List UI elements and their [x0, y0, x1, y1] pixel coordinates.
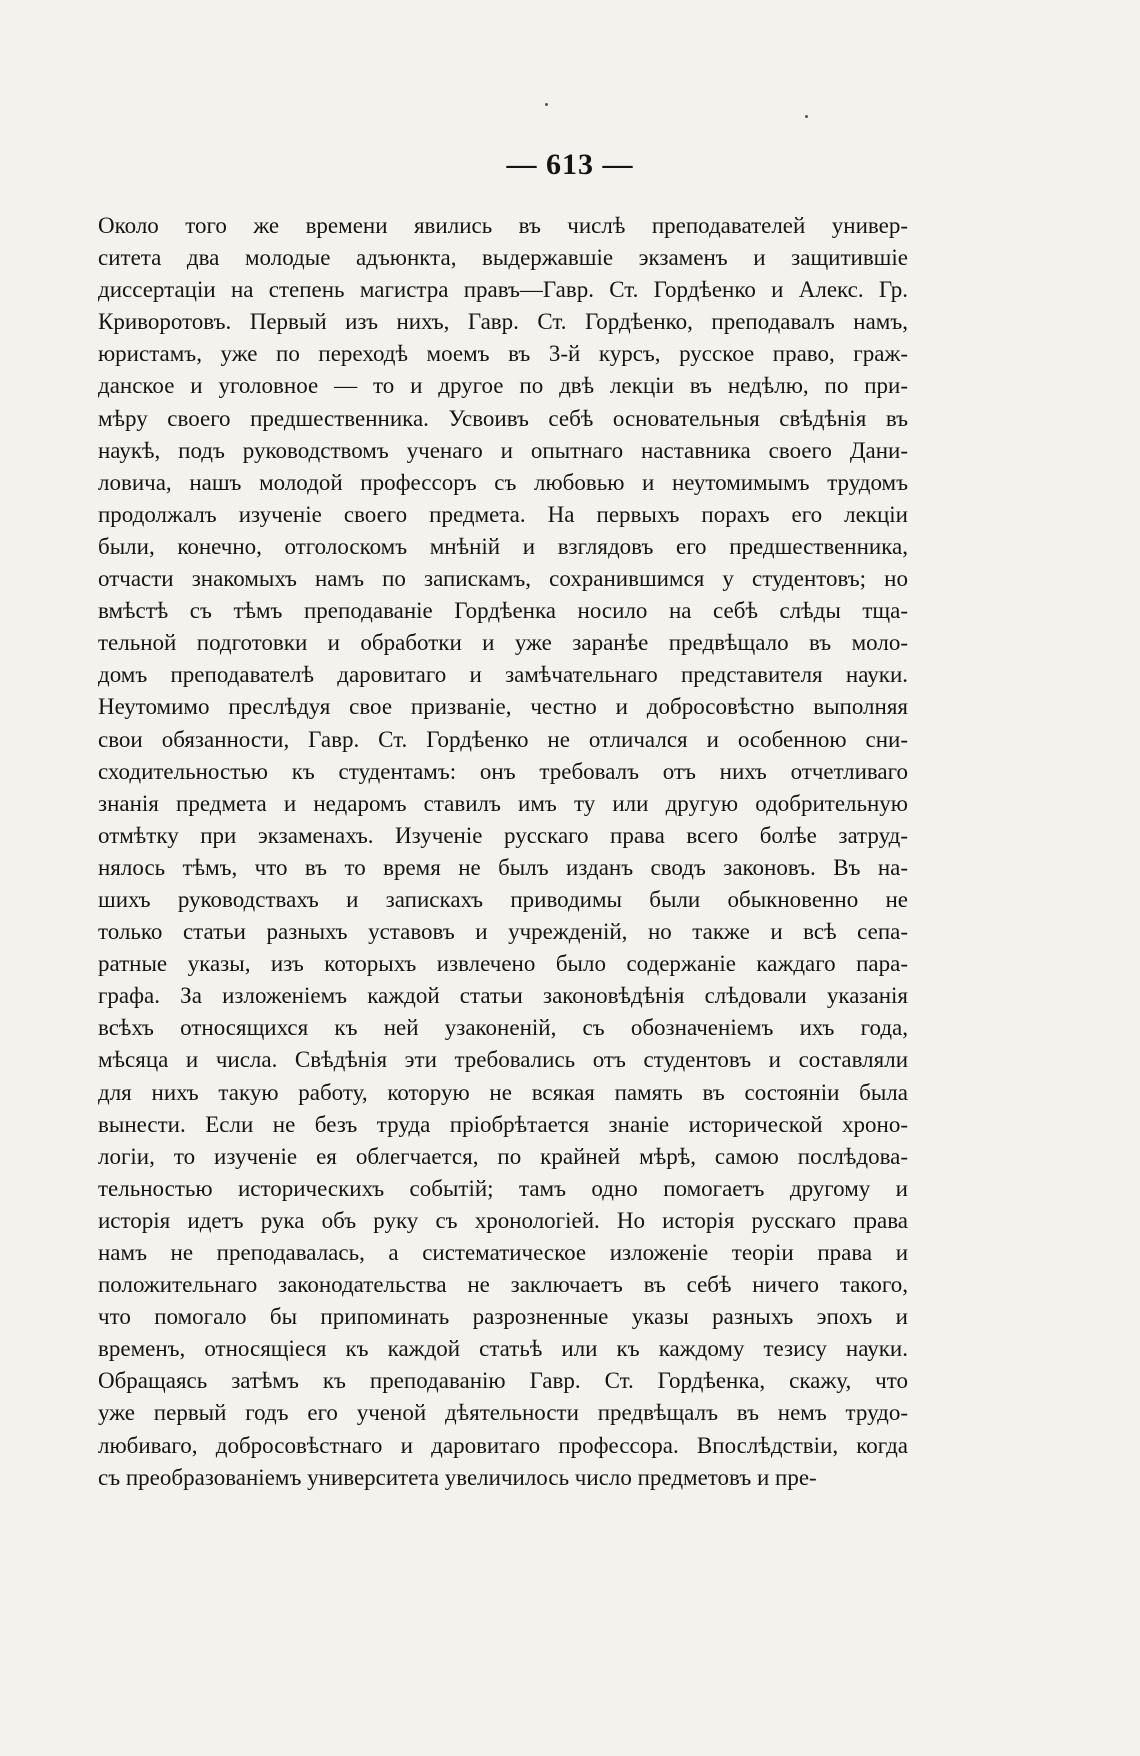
text-line: тельностью историческихъ событій; тамъ одно помогаетъ другому и: [98, 1175, 908, 1201]
text-line: отчасти знакомыхъ намъ по запискамъ, сохранившимся у студентовъ; но: [98, 566, 908, 592]
text-line: логіи, то изученіе ея облегчается, по крайней мѣрѣ, самою послѣдова-: [98, 1143, 908, 1169]
text-line: исторія идетъ рука объ руку съ хронологіей. Но исторія русскаго права: [98, 1207, 908, 1233]
body-text: [98, 210, 908, 1494]
text-line: временъ, относящіеся къ каждой статьѣ или къ каждому тезису науки.: [98, 1336, 908, 1362]
text-line: домъ преподавателѣ даровитаго и замѣчательнаго представителя науки.: [98, 662, 908, 688]
text-line: всѣхъ относящихся къ ней узаконеній, съ обозначеніемъ ихъ года,: [98, 1015, 908, 1041]
text-line: юристамъ, уже по переходѣ моемъ въ 3-й курсъ, русское право, граж-: [98, 341, 908, 367]
text-line: любиваго, добросовѣстнаго и даровитаго профессора. Впослѣдствіи, когда: [98, 1432, 908, 1458]
text-line: ситета два молодые адъюнкта, выдержавшіе экзаменъ и защитившіе: [98, 245, 908, 271]
text-line: для нихъ такую работу, которую не всякая память въ состояніи была: [98, 1079, 908, 1105]
text-line: продолжалъ изученіе своего предмета. На первыхъ порахъ его лекціи: [98, 501, 908, 527]
text-line: Неутомимо преслѣдуя свое призваніе, честно и добросовѣстно выполняя: [98, 694, 908, 720]
text-line: уже первый годъ его ученой дѣятельности предвѣщалъ въ немъ трудо-: [98, 1400, 908, 1426]
text-line: были, конечно, отголоскомъ мнѣній и взглядовъ его предшественника,: [98, 533, 908, 559]
text-line: положительнаго законодательства не заключаетъ въ себѣ ничего такого,: [98, 1272, 908, 1298]
page-number: — 613 —: [506, 148, 634, 181]
text-line: сходительностью къ студентамъ: онъ требовалъ отъ нихъ отчетливаго: [98, 758, 908, 784]
text-line: вмѣстѣ съ тѣмъ преподаваніе Гордѣенка носило на себѣ слѣды тща-: [98, 598, 908, 624]
text-line: Обращаясь затѣмъ къ преподаванію Гавр. Ст. Гордѣенка, скажу, что: [98, 1368, 908, 1394]
text-line: нялось тѣмъ, что въ то время не былъ изданъ сводъ законовъ. Въ на-: [98, 854, 908, 880]
text-line: ратные указы, изъ которыхъ извлечено было содержаніе каждаго пара-: [98, 951, 908, 977]
text-line: съ преобразованіемъ университета увеличилось число предметовъ и пре-: [98, 1464, 817, 1490]
text-line: отмѣтку при экзаменахъ. Изученіе русскаго права всего болѣе затруд-: [98, 822, 908, 848]
text-line: вынести. Если не безъ труда пріобрѣтается знаніе исторической хроно-: [98, 1111, 908, 1137]
text-line: что помогало бы припоминать разрозненные указы разныхъ эпохъ и: [98, 1304, 908, 1330]
text-line: шихъ руководствахъ и запискахъ приводимы были обыкновенно не: [98, 886, 908, 912]
text-line: намъ не преподавалась, а систематическое изложеніе теоріи права и: [98, 1240, 908, 1265]
text-line: Криворотовъ. Первый изъ нихъ, Гавр. Ст. Гордѣенко, преподавалъ намъ,: [98, 309, 908, 335]
text-line: только статьи разныхъ уставовъ и учрежденій, но также и всѣ сепа-: [98, 919, 908, 945]
text-line: тельной подготовки и обработки и уже заранѣе предвѣщало въ моло-: [98, 630, 908, 656]
text-line: наукѣ, подъ руководствомъ ученаго и опытнаго наставника своего Дани-: [98, 437, 908, 463]
text-line: мѣсяца и числа. Свѣдѣнія эти требовались отъ студентовъ и составляли: [98, 1047, 908, 1073]
text-line: диссертаціи на степень магистра правъ—Гавр. Ст. Гордѣенко и Алекс. Гр.: [98, 277, 908, 303]
scan-speck: [805, 115, 808, 118]
text-line: Около того же времени явились въ числѣ преподавателей универ-: [98, 213, 908, 238]
scan-speck: [545, 103, 548, 106]
text-line: свои обязанности, Гавр. Ст. Гордѣенко не отличался и особенною сни-: [98, 726, 908, 752]
text-line: графа. За изложеніемъ каждой статьи законовѣдѣнія слѣдовали указанія: [98, 983, 908, 1009]
text-line: мѣру своего предшественника. Усвоивъ себѣ основательныя свѣдѣнія въ: [98, 405, 908, 431]
text-line: знанія предмета и недаромъ ставилъ имъ ту или другую одобрительную: [98, 790, 908, 816]
text-line: ловича, нашъ молодой профессоръ съ любовью и неутомимымъ трудомъ: [98, 469, 908, 495]
text-line: данское и уголовное — то и другое по двѣ лекціи въ недѣлю, по при-: [98, 373, 908, 399]
